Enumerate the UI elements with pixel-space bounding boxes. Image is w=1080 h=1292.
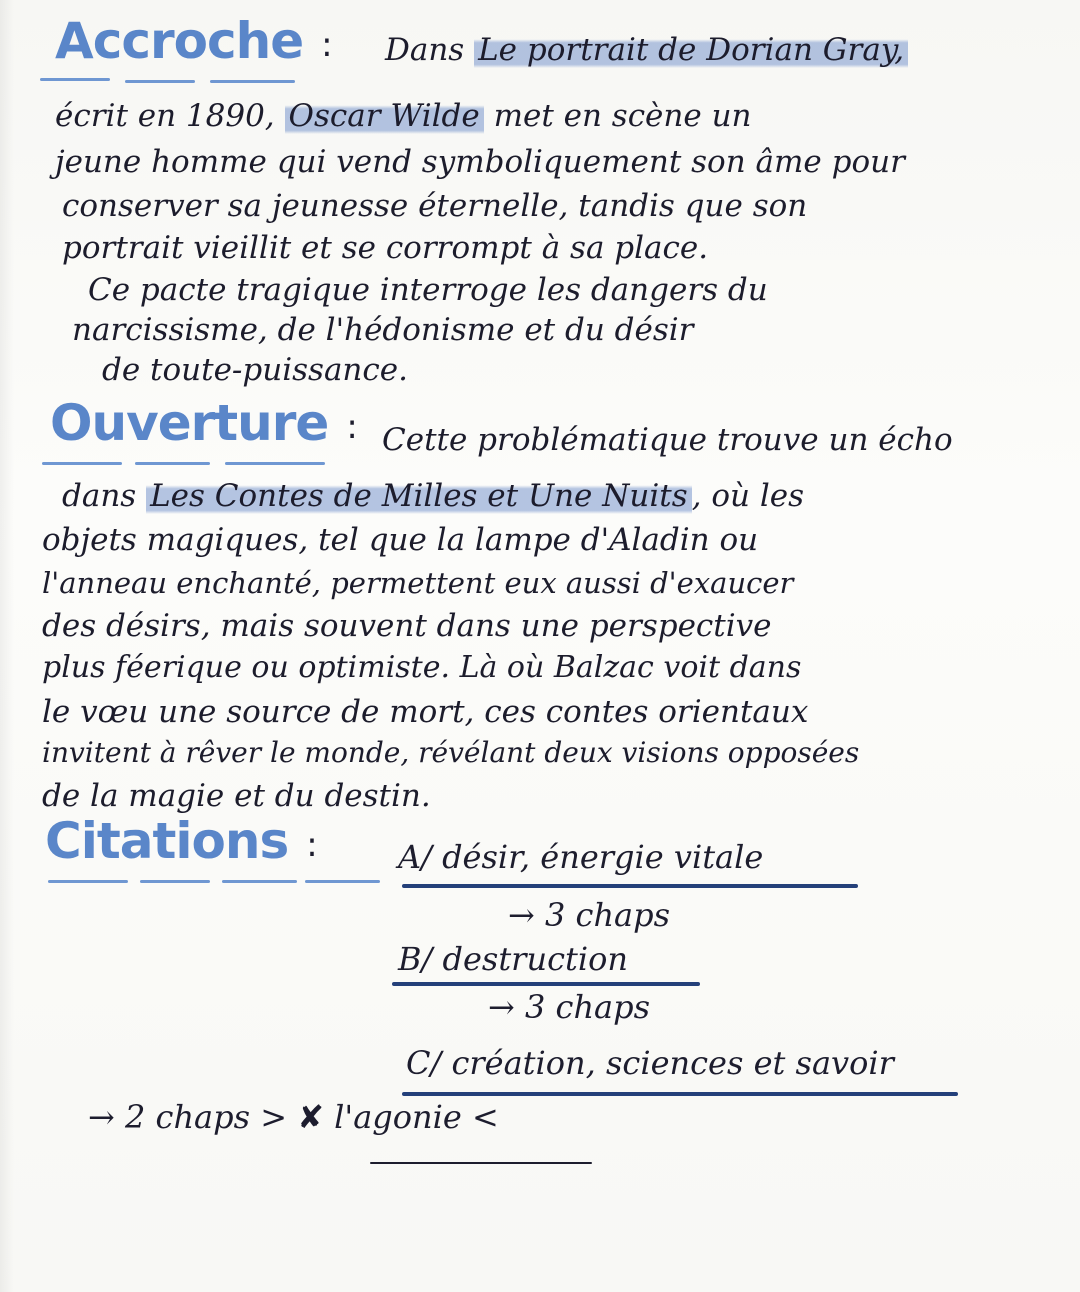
citation-c-underline: [402, 1092, 958, 1096]
citation-b: B/ destruction: [398, 940, 628, 978]
heading-colon: :: [306, 824, 317, 865]
citation-b-underline: [392, 982, 700, 986]
ouverture-line-6: plus féerique ou optimiste. Là où Balzac voit dans: [42, 650, 802, 685]
accroche-line-1: [385, 32, 908, 68]
cross-mark-icon: ✘: [297, 1098, 324, 1136]
heading-underline: [225, 462, 325, 465]
highlighted-title: Le portrait de Dorian Gray,: [474, 32, 908, 68]
heading-colon: :: [346, 406, 357, 447]
heading-underline: [40, 78, 110, 81]
heading-underline: [125, 80, 195, 83]
footer-underline: [370, 1162, 592, 1164]
heading-citations-title: Citations: [45, 812, 289, 870]
citation-b-count: → 3 chaps: [488, 988, 651, 1026]
citation-footer: [88, 1098, 499, 1136]
ouverture-line-9: de la magie et du destin.: [42, 778, 431, 814]
heading-ouverture: [50, 394, 357, 452]
text-segment: écrit en 1890,: [55, 98, 285, 134]
heading-citations: [45, 812, 317, 870]
ouverture-line-8: invitent à rêver le monde, révélant deux visions opposées: [42, 736, 860, 769]
text-segment: , où les: [691, 478, 805, 514]
citation-footer-open: >: [260, 1098, 288, 1136]
heading-ouverture-title: Ouverture: [50, 394, 329, 452]
accroche-line-7: narcissisme, de l'hédonisme et du désir: [72, 312, 694, 348]
highlighted-author: Oscar Wilde: [285, 98, 484, 134]
heading-underline: [210, 80, 295, 83]
citation-a-underline: [402, 884, 858, 888]
citation-c: C/ création, sciences et savoir: [406, 1044, 894, 1082]
highlighted-title: Les Contes de Milles et Une Nuits: [146, 478, 692, 514]
heading-colon: :: [321, 24, 332, 65]
text-segment: dans: [62, 478, 147, 514]
citation-a-count: → 3 chaps: [508, 896, 671, 934]
ouverture-line-4: l'anneau enchanté, permettent eux aussi d'exaucer: [42, 566, 794, 600]
heading-underline: [222, 880, 297, 883]
citation-footer-close: <: [471, 1098, 499, 1136]
heading-underline: [42, 462, 122, 465]
ouverture-line-7: le vœu une source de mort, ces contes orientaux: [42, 694, 809, 730]
citation-footer-text: l'agonie: [334, 1098, 462, 1136]
heading-underline: [48, 880, 128, 883]
ouverture-line-5: des désirs, mais souvent dans une perspective: [42, 608, 772, 644]
heading-underline: [135, 462, 210, 465]
citation-a: A/ désir, énergie vitale: [398, 838, 764, 876]
accroche-line-8: de toute-puissance.: [102, 352, 408, 388]
accroche-line-6: Ce pacte tragique interroge les dangers du: [88, 272, 768, 308]
heading-underline: [140, 880, 210, 883]
ouverture-line-1: Cette problématique trouve un écho: [382, 422, 953, 458]
ouverture-line-2: [62, 478, 804, 514]
heading-accroche: [55, 12, 332, 70]
ouverture-line-3: objets magiques, tel que la lampe d'Aladin ou: [42, 522, 759, 558]
accroche-line-4: conserver sa jeunesse éternelle, tandis que son: [62, 188, 808, 224]
citation-footer-count: → 2 chaps: [88, 1098, 251, 1136]
heading-underline: [305, 880, 380, 883]
accroche-line-3: jeune homme qui vend symboliquement son âme pour: [55, 144, 905, 180]
accroche-line-5: portrait vieillit et se corrompt à sa place.: [62, 230, 709, 266]
heading-accroche-title: Accroche: [55, 12, 304, 70]
text-segment: met en scène un: [483, 98, 752, 134]
accroche-line-2: [55, 98, 752, 134]
text-segment: Dans: [385, 32, 475, 68]
